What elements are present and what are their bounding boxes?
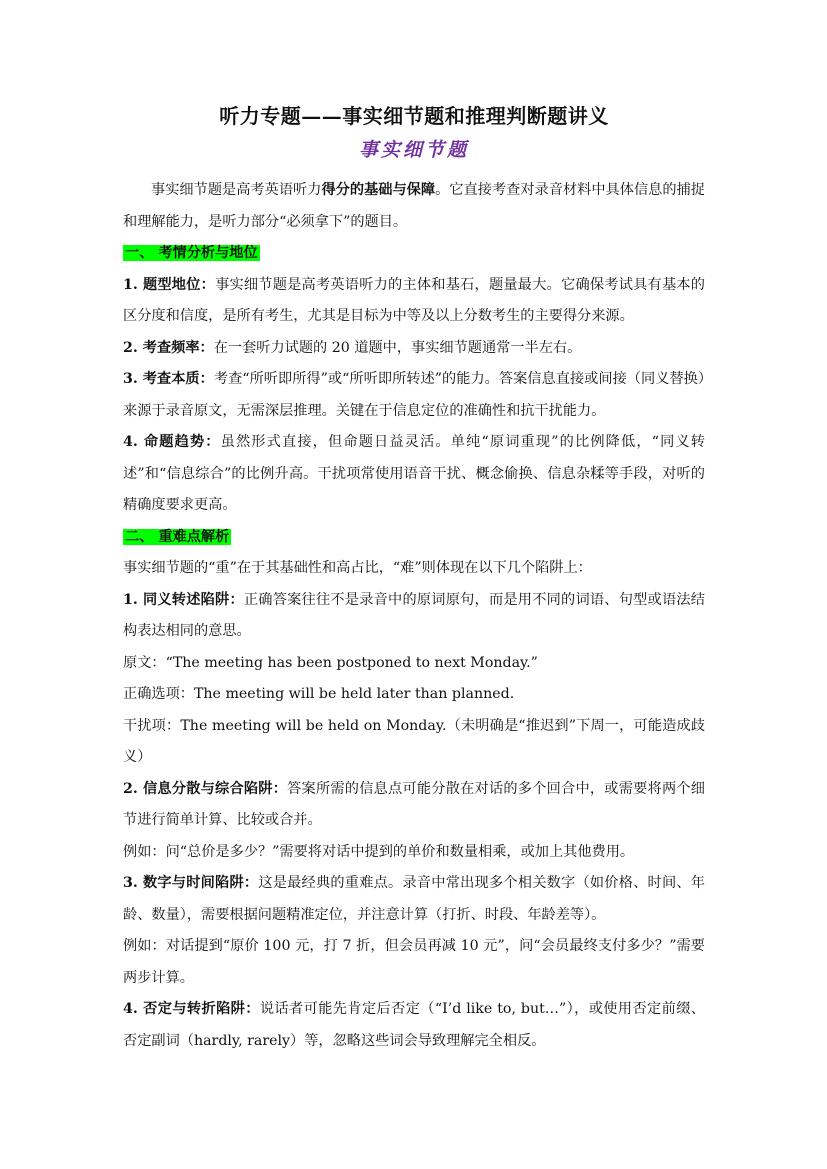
trap-3: [123, 868, 705, 931]
trap-text: 这是最经典的重难点。录音中常出现多个相关数字（如价格、时间、年龄、数量），需要根据问题精准定位，并注意计算（打折、时段、年龄差等）。: [123, 875, 705, 923]
document-title: 听力专题——事实细节题和推理判断题讲义: [219, 104, 609, 128]
item-label: 1. 题型地位：: [123, 276, 216, 293]
item-text: 事实细节题是高考英语听力的主体和基石，题量最大。它确保考试具有基本的区分度和信度，是所有考生，尤其是目标为中等及以上分数考生的主要得分来源。: [123, 276, 705, 324]
section1-item-4: [123, 427, 705, 522]
document-page: [123, 103, 705, 1057]
section1-heading-line: [123, 238, 705, 270]
item-text: 考查“所听即所得”或“所听即所转述”的能力。答案信息直接或间接（同义替换）来源于录音原文，无需深层推理。关键在于信息定位的准确性和抗干扰能力。: [123, 371, 705, 419]
intro-text-start: 事实细节题是高考英语听力: [151, 182, 322, 198]
trap-text: 正确答案往往不是录音中的原词原句，而是用不同的词语、句型或语法结构表达相同的意思。: [123, 591, 705, 639]
section1-item-3: [123, 364, 705, 427]
item-label: 4. 命题趋势：: [123, 434, 221, 450]
section1-item-2: [123, 333, 705, 365]
item-text: 在一套听力试题的 20 道题中，事实细节题通常一半左右。: [213, 339, 582, 356]
trap-label: 2. 信息分散与综合陷阱：: [123, 780, 288, 797]
trap-1: [123, 585, 705, 648]
trap-label: 1. 同义转述陷阱：: [123, 591, 244, 608]
example-original: 原文：“The meeting has been postponed to next Monday.”: [123, 654, 538, 671]
trap-4: [123, 994, 705, 1057]
trap-label: 4. 否定与转折陷阱：: [123, 1001, 260, 1017]
trap-2: [123, 774, 705, 837]
example-total-price: 例如：问“总价是多少？”需要将对话中提到的单价和数量相乘，或加上其他费用。: [123, 843, 635, 860]
item-label: 3. 考查本质：: [123, 371, 214, 387]
trap-text: 说话者可能先肯定后否定（“I’d like to, but…”），或使用否定前缀、否定副词（hardly, rarely）等，忽略这些词会导致理解完全相反。: [123, 1001, 705, 1049]
section1-item-1: [123, 270, 705, 333]
section1-heading: 一、 考情分析与地位: [125, 245, 258, 261]
intro-text-end: 。它直接考查对录音材料中具体信息的捕捉和理解能力，是听力部分“必须拿下”的题目。: [123, 182, 705, 230]
trap-text: 答案所需的信息点可能分散在对话的多个回合中，或需要将两个细节进行简单计算、比较或合并。: [123, 780, 705, 828]
section2-lead: 事实细节题的“重”在于其基础性和高占比，“难”则体现在以下几个陷阱上：: [123, 560, 592, 576]
section2-heading: 二、 重难点解析: [125, 528, 230, 545]
intro-bold-phrase: 得分的基础与保障: [321, 182, 436, 198]
example-correct-option: 正确选项：The meeting will be held later than planned.: [123, 686, 515, 702]
intro-paragraph: [123, 175, 705, 238]
item-text: 虽然形式直接，但命题日益灵活。单纯“原词重现”的比例降低，“同义转述”和“信息综合”的比例升高。干扰项常使用语音干扰、概念偷换、信息杂糅等手段，对听的精确度要求更高。: [123, 434, 705, 513]
example-discount: 例如：对话提到“原价 100 元，打 7 折，但会员再减 10 元”，问“会员最终支付多少？”需要两步计算。: [123, 938, 705, 986]
item-label: 2. 考查频率：: [123, 339, 214, 356]
example-distractor: 干扰项：The meeting will be held on Monday.（未明确是“推迟到”下周一，可能造成歧义）: [123, 717, 705, 765]
trap-label: 3. 数字与时间陷阱：: [123, 875, 259, 891]
section-subtitle: 事实细节题: [358, 139, 469, 161]
section2-heading-line: [123, 522, 705, 554]
